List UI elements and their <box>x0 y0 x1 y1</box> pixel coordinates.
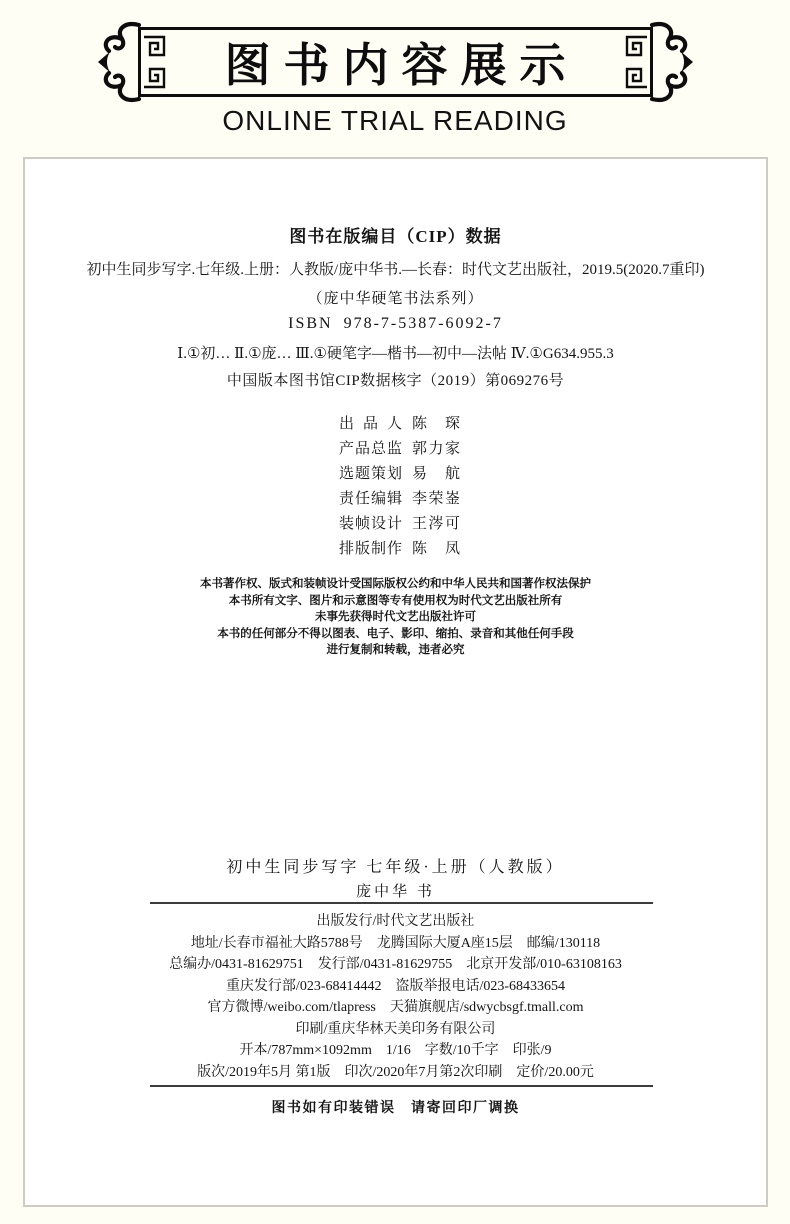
publisher-line: 印刷/重庆华林天美印务有限公司 <box>295 1021 496 1037</box>
book-author: 庞中华 书 <box>356 884 435 900</box>
cip-classification: Ⅰ.①初… Ⅱ.①庞… Ⅲ.①硬笔字—楷书—初中—法帖 Ⅳ.①G634.955.3 <box>177 346 614 362</box>
cip-description: 初中生同步写字.七年级.上册：人教版/庞中华书.—长春：时代文艺出版社，2019.5(2020.7重印) <box>86 262 705 278</box>
credit-role: 责任编辑 <box>339 491 402 507</box>
publisher-info <box>25 911 766 1083</box>
credit-role: 产品总监 <box>339 441 402 457</box>
credit-row <box>339 412 460 437</box>
book-page <box>23 157 768 1207</box>
credit-row <box>339 437 460 462</box>
credit-name: 陈琛 <box>412 416 460 432</box>
publisher-line: 总编办/0431-81629751 发行部/0431-81629755 北京开发部/010-63108163 <box>169 957 622 972</box>
copyright-line: 本书的任何部分不得以图表、电子、影印、缩拍、录音和其他任何手段 <box>217 627 574 640</box>
credit-role: 排版制作 <box>339 541 402 557</box>
credit-name: 易航 <box>412 466 460 482</box>
publisher-line: 地址/长春市福祉大路5788号 龙腾国际大厦A座15层 邮编/130118 <box>190 935 601 951</box>
credits-list <box>339 412 460 562</box>
cip-series: （庞中华硬笔书法系列） <box>307 291 484 307</box>
cloud-scroll-right-icon <box>650 20 696 104</box>
credit-name: 陈凤 <box>412 541 460 557</box>
credit-role: 出品人 <box>339 416 402 432</box>
cloud-scroll-left-icon <box>95 20 141 104</box>
divider-bottom <box>150 1085 653 1087</box>
credit-name: 李荣崟 <box>412 491 460 507</box>
cip-record-number: 中国版本图书馆CIP数据核字（2019）第069276号 <box>226 373 565 389</box>
banner-title: 图书内容展示 <box>224 40 579 91</box>
copyright-line: 本书著作权、版式和装帧设计受国际版权公约和中华人民共和国著作权法保护 <box>200 578 591 590</box>
publisher-line: 重庆发行部/023-68414442 盗版举报电话/023-68433654 <box>225 978 566 994</box>
credit-row <box>339 487 460 512</box>
cip-heading: 图书在版编目（CIP）数据 <box>289 227 502 246</box>
publisher-line: 出版发行/时代文艺出版社 <box>316 914 475 929</box>
publisher-line: 官方微博/weibo.com/tlapress 天猫旗舰店/sdwycbsgf.tmall.com <box>207 1000 584 1015</box>
publisher-line: 开本/787mm×1092mm 1/16 字数/10千字 印张/9 <box>239 1043 552 1058</box>
copyright-line: 进行复制和转载，违者必究 <box>326 644 465 656</box>
banner-subtitle: ONLINE TRIAL READING <box>222 105 568 136</box>
book-title: 初中生同步写字 七年级·上册（人教版） <box>226 859 565 876</box>
credit-role: 装帧设计 <box>339 516 402 532</box>
credit-role: 选题策划 <box>339 466 402 482</box>
credit-row <box>339 512 460 537</box>
banner-frame <box>138 27 653 97</box>
copyright-line: 本书所有文字、图片和示意图等专有使用权为时代文艺出版社所有 <box>228 594 563 607</box>
return-notice: 图书如有印装错误 请寄回印厂调换 <box>271 1101 520 1116</box>
credit-name: 王涔可 <box>412 516 460 532</box>
credit-row <box>339 537 460 562</box>
copyright-notice <box>25 576 766 659</box>
credit-name: 郭力家 <box>412 441 460 457</box>
publisher-line: 版次/2019年5月 第1版 印次/2020年7月第2次印刷 定价/20.00元 <box>197 1064 594 1080</box>
header-banner <box>0 0 790 137</box>
credit-row <box>339 462 460 487</box>
divider-top <box>150 902 653 904</box>
copyright-line: 未事先获得时代文艺出版社许可 <box>315 611 476 623</box>
cip-isbn: ISBN 978-7-5387-6092-7 <box>288 315 503 332</box>
